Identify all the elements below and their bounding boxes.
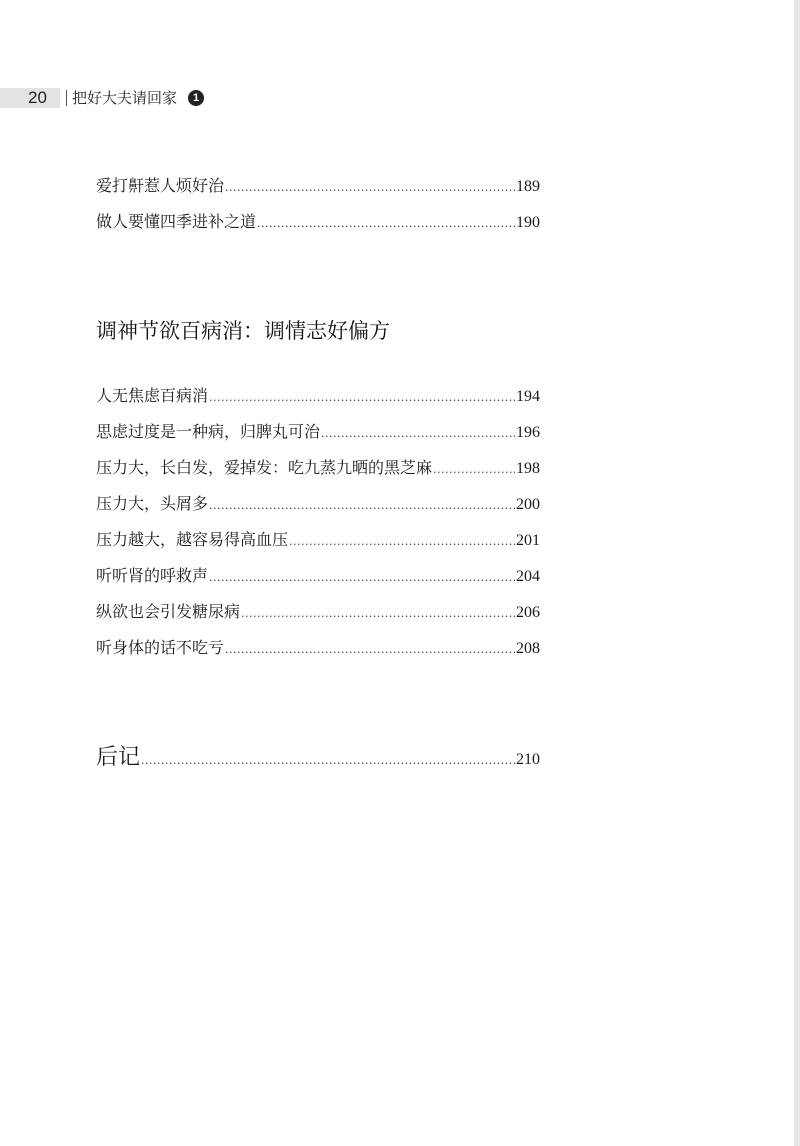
toc-entry-afterword[interactable] (96, 740, 540, 776)
toc-entry[interactable] (96, 558, 540, 594)
leader-dots (209, 560, 515, 596)
book-title: 把好大夫请回家 (72, 89, 178, 107)
toc-entry-title: 听听肾的呼救声 (96, 566, 209, 585)
toc-entry[interactable] (96, 594, 540, 630)
toc-entry[interactable] (96, 378, 540, 414)
toc-entry-title: 压力大，头屑多 (96, 494, 209, 513)
toc-section-entries (96, 378, 540, 666)
leader-dots (209, 488, 515, 524)
toc-entry-page: 204 (516, 568, 540, 585)
running-header (0, 86, 360, 110)
toc-entry-page: 194 (516, 388, 540, 405)
toc-entry[interactable] (96, 204, 540, 240)
leader-dots (321, 416, 515, 452)
afterword-title: 后记 (96, 745, 141, 770)
toc-entry-title: 做人要懂四季进补之道 (96, 212, 257, 231)
toc-entry[interactable] (96, 522, 540, 558)
leader-dots (433, 452, 515, 488)
toc-entry-title: 压力越大，越容易得高血压 (96, 530, 289, 549)
toc-entry-page: 189 (516, 178, 540, 195)
leader-dots (289, 524, 515, 560)
toc-entry-title: 思虑过度是一种病，归脾丸可治 (96, 422, 321, 441)
leader-dots (225, 170, 515, 206)
toc-entry-title: 人无焦虑百病消 (96, 386, 209, 405)
page-number: 20 (28, 88, 47, 107)
toc-entry-title: 爱打鼾惹人烦好治 (96, 176, 225, 195)
toc-entry-page: 196 (516, 424, 540, 441)
toc-entry[interactable] (96, 486, 540, 522)
volume-badge: 1 (188, 90, 204, 106)
toc-entry-page: 200 (516, 496, 540, 513)
header-separator (66, 90, 67, 106)
toc-entry-page: 201 (516, 532, 540, 549)
leader-dots (257, 206, 515, 242)
toc-entry-page: 206 (516, 604, 540, 621)
toc-entry-page: 208 (516, 640, 540, 657)
section-heading: 调神节欲百病消：调情志好偏方 (96, 319, 390, 343)
page-edge-shadow (794, 0, 800, 1146)
toc-top-entries (96, 168, 540, 240)
afterword-page: 210 (516, 751, 540, 768)
toc-entry-title: 听身体的话不吃亏 (96, 638, 225, 657)
toc-entry[interactable] (96, 414, 540, 450)
leader-dots (225, 632, 515, 668)
toc-entry[interactable] (96, 450, 540, 486)
toc-entry-title: 纵欲也会引发糖尿病 (96, 602, 241, 621)
toc-entry[interactable] (96, 630, 540, 666)
leader-dots (241, 596, 515, 632)
toc-entry-title: 压力大，长白发，爱掉发：吃九蒸九晒的黑芝麻 (96, 458, 433, 477)
leader-dots (209, 380, 515, 416)
toc-entry[interactable] (96, 168, 540, 204)
toc-entry-page: 190 (516, 214, 540, 231)
leader-dots (141, 743, 515, 779)
toc-entry-page: 198 (516, 460, 540, 477)
